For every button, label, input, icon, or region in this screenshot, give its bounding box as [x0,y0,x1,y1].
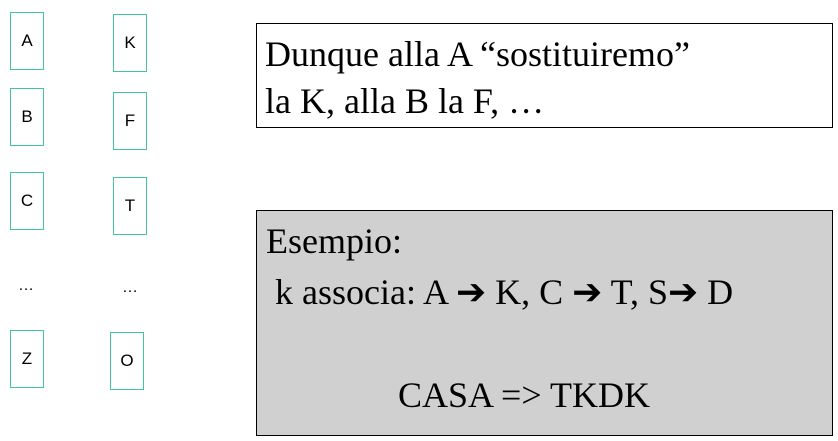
letter-a: A [21,31,33,50]
example-result: CASA => TKDK [398,375,650,415]
left-ellipsis: … [18,277,34,294]
letter-card-b [10,88,44,146]
example-mapping: k associa: A ➔ K, C ➔ T, S➔ D [275,272,734,312]
letter-b: B [21,107,33,126]
letter-z: Z [21,349,33,368]
letter-card-k [113,14,147,72]
example-heading: Esempio: [266,221,402,261]
letter-c: C [20,191,34,210]
letter-card-c [10,172,44,230]
letter-card-o [110,332,144,390]
statement-line-1: Dunque alla A “sostituiremo” [265,34,690,74]
letter-o: O [120,351,134,370]
letter-f: F [124,111,136,130]
letter-card-a [10,12,44,70]
letter-card-t [113,177,147,235]
letter-k: K [124,33,136,52]
statement-box [256,23,833,128]
example-box [256,210,833,436]
statement-line-2: la K, alla B la F, … [265,81,545,121]
letter-card-z [10,330,44,388]
letter-card-f [113,92,147,150]
letter-t: T [124,196,136,215]
right-ellipsis: … [122,279,138,296]
